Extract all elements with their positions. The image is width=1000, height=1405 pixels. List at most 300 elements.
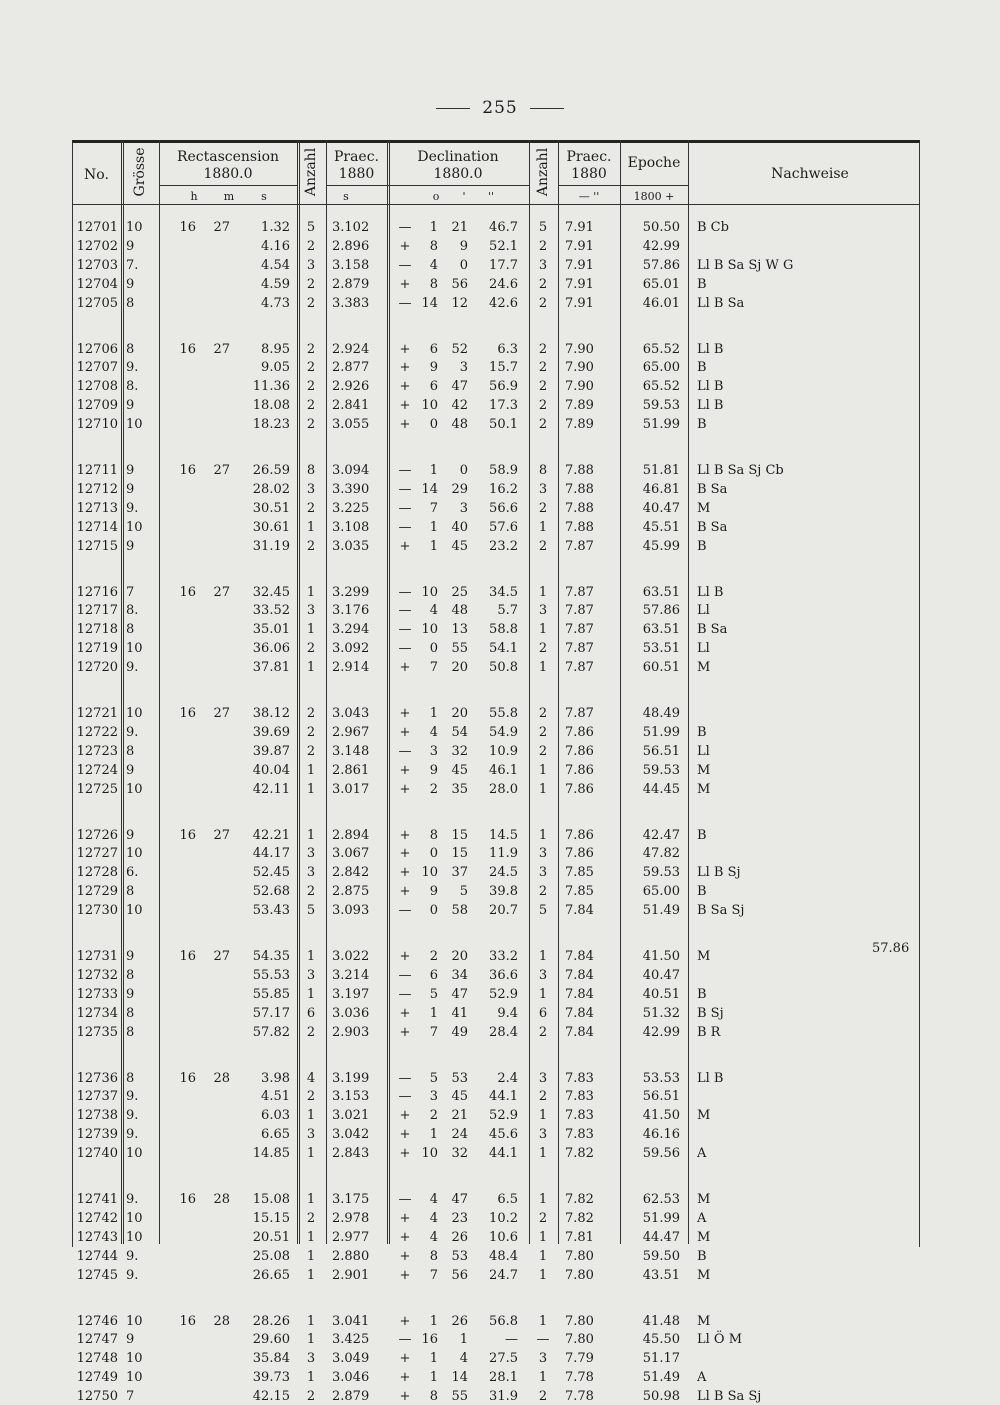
cell-sign: + [399,1210,411,1226]
cell-n1: 2 [306,884,316,900]
cell-ds: 14.5 [489,827,518,843]
cell-praec: 3.199 [332,1070,370,1086]
cell-praec: 2.896 [332,238,370,254]
cell-praec: 2.903 [332,1024,370,1040]
cell-epoch: 44.45 [642,781,680,797]
cell-n1: 1 [306,1146,316,1162]
cell-dd: 6 [429,967,438,983]
cell-ds: 50.1 [489,417,518,433]
cell-mag: 9 [126,481,135,497]
header-epoche-unit: 1800 + [633,190,675,203]
cell-s: 15.15 [252,1210,290,1226]
cell-no: 12720 [76,660,118,676]
cell-praec2: 7.85 [565,884,594,900]
cell-dm: 35 [451,781,468,797]
cell-praec: 3.108 [332,519,370,535]
cell-ref: B Sa [697,481,728,497]
header-dec-title: Declination [417,149,499,165]
cell-no: 12712 [76,481,118,497]
cell-mag: 9 [126,949,135,964]
cell-dd: 7 [429,660,438,676]
cell-dm: 40 [451,519,468,535]
cell-mag: 8 [126,1024,135,1040]
cell-ref: B [697,417,707,433]
header-dec-epoch: 1880.0 [433,166,483,182]
cell-dm: 37 [451,865,468,881]
cell-no: 12724 [76,762,118,778]
cell-ref: A [697,1146,707,1162]
header-dec-unit-min: ' [462,190,466,203]
cell-n1: 2 [306,500,316,516]
cell-praec: 2.977 [332,1229,370,1245]
cell-no: 12738 [76,1108,118,1124]
cell-s: 31.19 [252,538,290,554]
cell-no: 12722 [76,724,118,740]
cell-ds: 24.5 [489,865,518,881]
cell-ref: B [697,360,707,376]
cell-n2: 1 [538,622,548,638]
cell-ref: B [697,827,707,843]
cell-dd: 1 [429,463,438,478]
cell-sign: + [399,1370,411,1386]
cell-n2: 1 [538,1192,548,1207]
cell-s: 39.73 [252,1370,290,1386]
cell-ds: 44.1 [489,1089,518,1105]
cell-praec: 2.875 [332,884,370,900]
cell-s: 14.85 [252,1146,290,1162]
cell-praec2: 7.84 [565,986,594,1002]
cell-praec: 2.861 [332,762,370,778]
cell-ref: Ll B Sa Sj Cb [697,463,784,478]
cell-praec2: 7.79 [565,1351,594,1367]
cell-no: 12739 [76,1127,118,1143]
cell-ref: M [697,1192,711,1207]
cell-no: 12704 [76,276,118,292]
cell-mag: 10 [126,641,143,657]
cell-epoch: 53.53 [642,1070,680,1086]
cell-no: 12750 [76,1389,118,1405]
cell-epoch: 50.50 [642,220,680,235]
cell-s: 30.51 [252,500,290,516]
cell-no: 12734 [76,1005,118,1021]
cell-sign: + [399,724,411,740]
cell-no: 12725 [76,781,118,797]
cell-n1: 1 [306,827,316,843]
cell-s: 42.11 [252,781,290,797]
cell-sign: + [399,1108,411,1124]
cell-ref: M [697,762,711,778]
cell-n2: — [536,1332,550,1348]
cell-ds: 9.4 [497,1005,518,1021]
cell-dm: 20 [451,949,468,964]
cell-sign: — [398,1070,412,1086]
cell-dm: 21 [451,1108,468,1124]
cell-ds: 56.8 [489,1313,518,1329]
cell-ds: 39.8 [489,884,518,900]
cell-mag: 8 [126,341,135,357]
cell-n1: 3 [306,967,316,983]
cell-ds: 28.0 [489,781,518,797]
cell-ref: M [697,781,711,797]
cell-sign: + [399,276,411,292]
cell-dm: 26 [451,1229,468,1245]
cell-dd: 3 [429,1089,438,1105]
cell-m: 28 [213,1070,230,1086]
header-epoche: Epoche [627,155,681,171]
cell-s: 3.98 [261,1070,290,1086]
cell-dm: 47 [451,1192,468,1207]
cell-no: 12747 [76,1332,118,1348]
cell-no: 12731 [76,949,118,964]
cell-praec: 3.022 [332,949,370,964]
cell-dd: 2 [429,781,438,797]
cell-praec: 3.102 [332,220,370,235]
cell-h: 16 [179,584,196,600]
cell-no: 12710 [76,417,118,433]
cell-ref: Ll B Sa Sj W G [697,257,794,273]
cell-mag: 9. [126,1267,139,1283]
cell-sign: + [399,1248,411,1264]
cell-praec2: 7.88 [565,463,594,478]
cell-s: 39.87 [252,743,290,759]
cell-sign: + [399,379,411,395]
cell-praec: 3.021 [332,1108,370,1124]
cell-n2: 2 [538,379,548,395]
cell-s: 52.68 [252,884,290,900]
cell-no: 12723 [76,743,118,759]
cell-praec: 3.158 [332,257,370,273]
cell-dm: 5 [459,884,468,900]
cell-m: 27 [213,949,230,964]
cell-no: 12719 [76,641,118,657]
cell-epoch: 59.53 [642,865,680,881]
cell-ds: — [505,1332,518,1348]
cell-n2: 1 [538,584,548,600]
cell-s: 4.73 [261,295,290,311]
cell-praec2: 7.83 [565,1089,594,1105]
cell-dd: 8 [429,276,438,292]
cell-epoch: 41.50 [642,1108,680,1124]
cell-ds: 10.6 [489,1229,518,1245]
cell-epoch: 42.47 [642,827,680,843]
cell-n1: 2 [306,295,316,311]
cell-ds: 28.4 [489,1024,518,1040]
cell-h: 16 [179,827,196,843]
cell-ds: 2.4 [497,1070,518,1086]
cell-dd: 1 [429,538,438,554]
cell-sign: — [398,519,412,535]
cell-praec: 2.978 [332,1210,370,1226]
cell-dd: 10 [421,1146,438,1162]
cell-ds: 56.6 [489,500,518,516]
header-nachweise: Nachweise [771,166,849,182]
cell-n2: 8 [538,463,548,478]
cell-praec: 3.148 [332,743,370,759]
cell-praec2: 7.90 [565,341,594,357]
cell-sign: + [399,1351,411,1367]
cell-no: 12718 [76,622,118,638]
cell-dm: 9 [459,238,468,254]
cell-s: 32.45 [252,584,290,600]
cell-praec2: 7.86 [565,743,594,759]
cell-ref: Ll B [697,398,724,414]
cell-sign: — [398,641,412,657]
cell-sign: + [399,341,411,357]
cell-dm: 4 [459,1351,468,1367]
cell-epoch: 63.51 [642,584,680,600]
cell-dd: 16 [421,1332,438,1348]
cell-praec2: 7.80 [565,1313,594,1329]
cell-n2: 1 [538,1108,548,1124]
cell-n1: 3 [306,1127,316,1143]
cell-h: 16 [179,220,196,235]
cell-dm: 45 [451,538,468,554]
cell-mag: 9. [126,1089,139,1105]
cell-praec2: 7.86 [565,827,594,843]
cell-n1: 2 [306,1389,316,1405]
cell-praec: 2.880 [332,1248,370,1264]
cell-n1: 1 [306,762,316,778]
cell-n2: 2 [538,1024,548,1040]
cell-ds: 48.4 [489,1248,518,1264]
cell-sign: + [399,1146,411,1162]
cell-dm: 1 [459,1332,468,1348]
cell-mag: 6. [126,865,139,881]
cell-mag: 9 [126,827,135,843]
cell-epoch: 41.50 [642,949,680,964]
header-ra-unit-s: s [261,190,267,203]
cell-praec: 3.225 [332,500,370,516]
cell-dm: 56 [451,1267,468,1283]
cell-praec2: 7.78 [565,1389,594,1405]
cell-ds: 11.9 [489,846,518,862]
cell-mag: 9 [126,986,135,1002]
cell-no: 12711 [76,463,118,478]
cell-dm: 14 [451,1370,468,1386]
cell-m: 27 [213,827,230,843]
cell-ref: Ll B [697,1070,724,1086]
cell-dd: 8 [429,1248,438,1264]
cell-mag: 9 [126,1332,135,1348]
cell-praec: 3.036 [332,1005,370,1021]
cell-sign: — [398,622,412,638]
cell-mag: 9. [126,1127,139,1143]
cell-epoch: 65.52 [642,379,680,395]
cell-epoch: 44.47 [642,1229,680,1245]
cell-ref: M [697,949,711,964]
cell-n1: 5 [306,903,316,919]
cell-dd: 10 [421,584,438,600]
cell-dm: 25 [451,584,468,600]
cell-dd: 1 [429,1127,438,1143]
cell-sign: — [398,967,412,983]
cell-praec: 3.049 [332,1351,370,1367]
cell-n2: 3 [538,1127,548,1143]
cell-mag: 9. [126,660,139,676]
cell-s: 4.59 [261,276,290,292]
cell-n2: 1 [538,1146,548,1162]
cell-epoch: 65.52 [642,341,680,357]
cell-n2: 2 [538,1389,548,1405]
cell-s: 37.81 [252,660,290,676]
cell-dd: 2 [429,1108,438,1124]
cell-no: 12709 [76,398,118,414]
cell-ds: 17.3 [489,398,518,414]
cell-praec2: 7.80 [565,1267,594,1283]
cell-mag: 9 [126,276,135,292]
cell-praec: 2.877 [332,360,370,376]
cell-praec: 2.879 [332,1389,370,1405]
cell-n2: 3 [538,1070,548,1086]
cell-epoch: 48.49 [642,706,680,721]
cell-ref: B Sa Sj [697,903,745,919]
cell-n1: 2 [306,360,316,376]
cell-n1: 2 [306,1089,316,1105]
cell-no: 12741 [76,1192,118,1207]
cell-praec2: 7.83 [565,1108,594,1124]
cell-dd: 0 [429,846,438,862]
cell-sign: + [399,538,411,554]
cell-n2: 2 [538,398,548,414]
cell-dm: 49 [451,1024,468,1040]
cell-dm: 56 [451,276,468,292]
cell-sign: + [399,706,411,721]
cell-epoch: 50.98 [642,1389,680,1405]
cell-n2: 3 [538,865,548,881]
cell-praec: 3.176 [332,603,370,619]
cell-ds: 42.6 [489,295,518,311]
cell-sign: — [398,1192,412,1207]
cell-mag: 10 [126,1370,143,1386]
cell-epoch: 40.47 [642,967,680,983]
cell-n1: 3 [306,481,316,497]
cell-mag: 9. [126,1248,139,1264]
cell-sign: + [399,846,411,862]
cell-praec2: 7.89 [565,417,594,433]
cell-epoch: 45.50 [642,1332,680,1348]
cell-ref: B Sa [697,622,728,638]
header-praec2-epoch: 1880 [571,166,607,182]
cell-n1: 1 [306,1370,316,1386]
cell-dd: 4 [429,1229,438,1245]
cell-n2: 1 [538,1313,548,1329]
cell-praec2: 7.87 [565,603,594,619]
cell-n2: 2 [538,706,548,721]
cell-ref: Ll B Sa [697,295,745,311]
cell-n2: 1 [538,519,548,535]
cell-dd: 1 [429,1351,438,1367]
cell-ref: Ll B Sa Sj [697,1389,762,1405]
cell-praec: 3.043 [332,706,370,721]
cell-n1: 1 [306,1108,316,1124]
cell-praec2: 7.84 [565,1024,594,1040]
cell-n2: 2 [538,500,548,516]
cell-dd: 14 [421,481,438,497]
cell-no: 12702 [76,238,118,254]
cell-sign: — [398,463,412,478]
cell-sign: — [398,743,412,759]
cell-dm: 48 [451,417,468,433]
cell-praec: 3.041 [332,1313,370,1329]
cell-mag: 8 [126,622,135,638]
cell-ds: 52.1 [489,238,518,254]
cell-praec2: 7.87 [565,660,594,676]
cell-epoch: 51.32 [642,1005,680,1021]
cell-sign: + [399,762,411,778]
cell-epoch: 56.51 [642,743,680,759]
cell-sign: + [399,1127,411,1143]
cell-epoch: 45.51 [642,519,680,535]
cell-mag: 8 [126,1070,135,1086]
header-anzahl-1: Anzahl [303,147,319,197]
cell-dd: 3 [429,743,438,759]
cell-n1: 1 [306,986,316,1002]
cell-no: 12744 [76,1248,118,1264]
cell-ds: 46.1 [489,762,518,778]
header-praec2-title: Praec. [566,149,612,165]
cell-no: 12706 [76,341,118,357]
cell-no: 12735 [76,1024,118,1040]
cell-praec: 3.153 [332,1089,370,1105]
cell-mag: 10 [126,417,143,433]
cell-h: 16 [179,949,196,964]
cell-praec: 3.425 [332,1332,370,1348]
cell-dd: 4 [429,603,438,619]
cell-sign: — [398,500,412,516]
cell-sign: — [398,220,412,235]
cell-sign: — [398,903,412,919]
cell-epoch: 42.99 [642,1024,680,1040]
cell-n1: 1 [306,584,316,600]
header-no: No. [84,167,109,183]
cell-dd: 8 [429,827,438,843]
cell-dm: 26 [451,1313,468,1329]
cell-mag: 10 [126,706,143,721]
cell-no: 12701 [76,220,118,235]
cell-s: 26.65 [252,1267,290,1283]
cell-h: 16 [179,706,196,721]
cell-epoch: 46.01 [642,295,680,311]
cell-ref: B [697,884,707,900]
cell-ds: 45.6 [489,1127,518,1143]
cell-ds: 15.7 [489,360,518,376]
cell-n2: 2 [538,295,548,311]
cell-dm: 53 [451,1070,468,1086]
cell-epoch: 41.48 [642,1313,680,1329]
cell-n1: 1 [306,1267,316,1283]
cell-n1: 1 [306,1313,316,1329]
cell-mag: 10 [126,781,143,797]
cell-dm: 58 [451,903,468,919]
cell-sign: + [399,1005,411,1021]
cell-ref: B [697,1248,707,1264]
cell-s: 33.52 [252,603,290,619]
cell-m: 28 [213,1313,230,1329]
cell-dm: 12 [451,295,468,311]
cell-ref: Ll [697,743,710,759]
cell-ref: M [697,1108,711,1124]
cell-n1: 2 [306,398,316,414]
cell-praec: 2.843 [332,1146,370,1162]
cell-n2: 2 [538,884,548,900]
cell-epoch: 65.00 [642,884,680,900]
cell-praec2: 7.82 [565,1192,594,1207]
cell-praec2: 7.87 [565,538,594,554]
cell-dm: 48 [451,603,468,619]
cell-praec2: 7.88 [565,481,594,497]
cell-praec: 2.924 [332,341,370,357]
cell-s: 26.59 [252,463,290,478]
